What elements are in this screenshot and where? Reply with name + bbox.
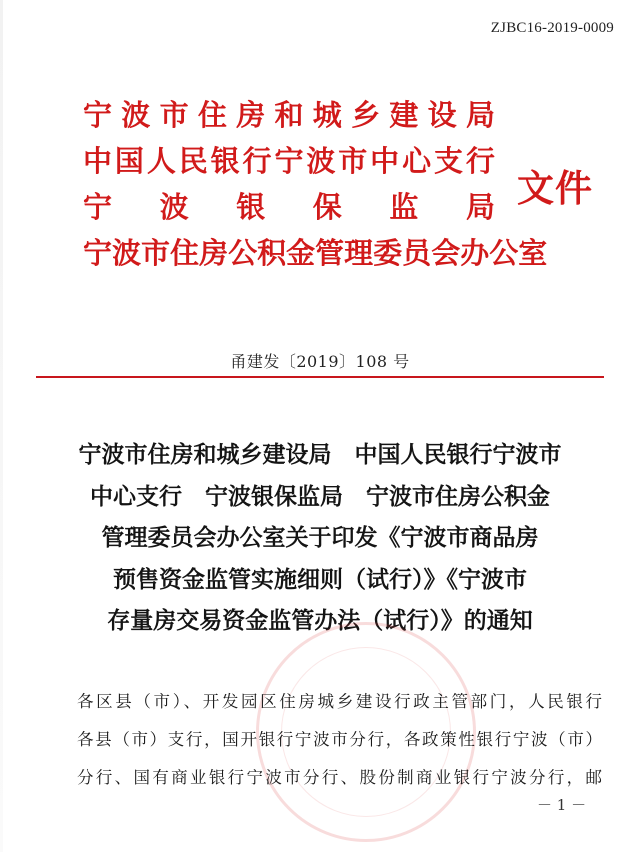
body-line: 各区县（市）、开发园区住房城乡建设行政主管部门，人民银行 xyxy=(77,692,602,711)
document-type-label: 文件 xyxy=(517,166,593,210)
document-code: ZJBC16-2019-0009 xyxy=(490,20,614,36)
red-divider-line xyxy=(36,376,604,378)
scan-edge xyxy=(0,0,3,852)
title-line: 管理委员会办公室关于印发《宁波市商品房 xyxy=(101,524,539,551)
title-line: 中心支行 宁波银保监局 宁波市住房公积金 xyxy=(90,482,550,510)
document-number: 甬建发〔2019〕108 号 xyxy=(230,352,410,371)
issuer-name: 宁 波 市 住 房 公 积 金 管 理 委 员 会 办 公 室 xyxy=(83,236,548,270)
body-line: 各县（市）支行，国开银行宁波市分行，各政策性银行宁波（市） xyxy=(77,730,602,749)
issuer-name: 宁 波 银 保 监 局 xyxy=(83,190,495,224)
title-line: 存量房交易资金监管办法（试行）》的通知 xyxy=(107,607,533,634)
issuer-name: 中 国 人 民 银 行 宁 波 市 中 心 支 行 xyxy=(83,144,495,178)
notice-title xyxy=(60,434,580,642)
page-number: － 1 － xyxy=(537,796,587,814)
body-line: 分行、国有商业银行宁波市分行、股份制商业银行宁波分行，邮 xyxy=(77,768,602,787)
title-line: 宁波市住房和城乡建设局 中国人民银行宁波市 xyxy=(78,441,562,468)
issuer-block xyxy=(83,92,548,276)
notice-body xyxy=(77,683,602,797)
title-line: 预售资金监管实施细则（试行）》《宁波市 xyxy=(113,565,527,593)
issuer-name: 宁 波 市 住 房 和 城 乡 建 设 局 xyxy=(83,98,495,132)
